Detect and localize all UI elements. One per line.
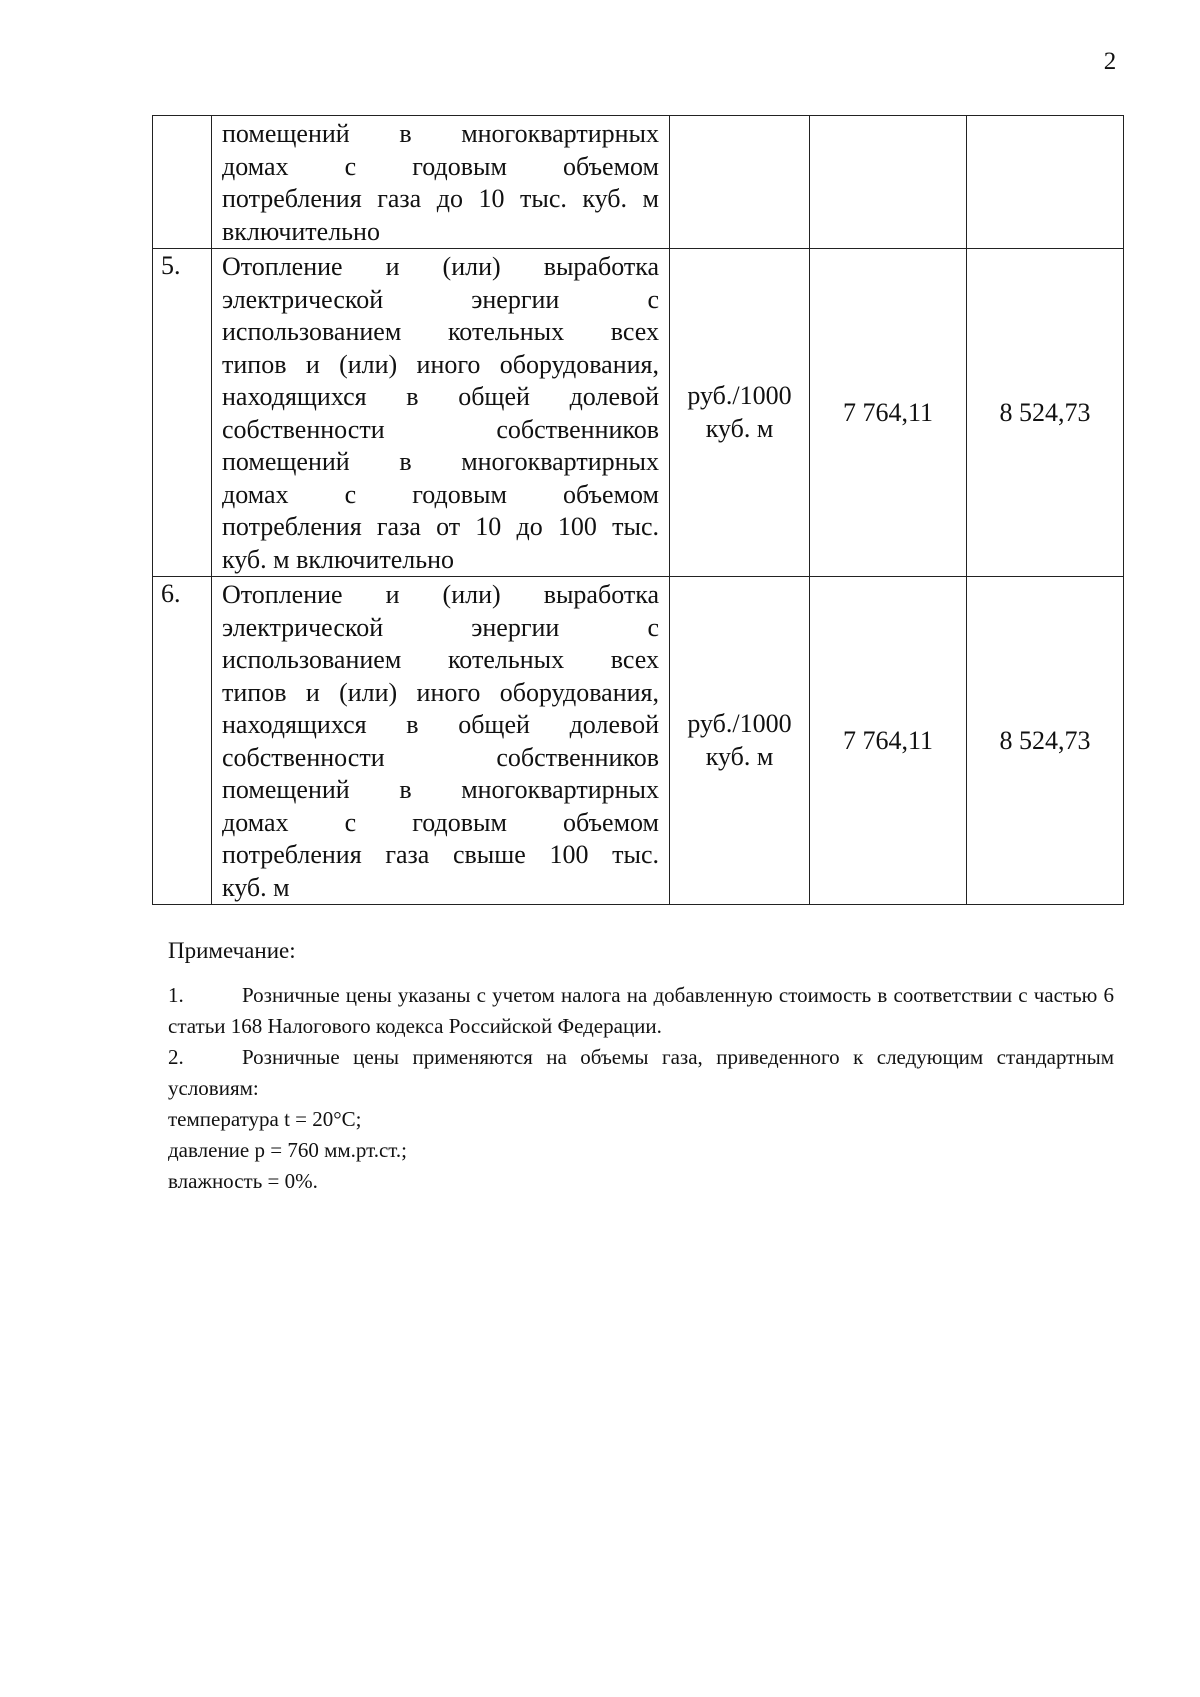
description-line: куб. м включительно xyxy=(222,544,455,574)
description-line: Отопление и (или) выработка xyxy=(222,252,659,281)
table-row xyxy=(153,249,1124,577)
description-line: потребления газа от 10 до 100 тыс. xyxy=(222,512,659,541)
description-line: электрической энергии с xyxy=(222,284,659,314)
notes-section xyxy=(168,935,1114,1197)
unit-cell xyxy=(670,577,810,905)
description-line: помещений в многоквартирных xyxy=(222,119,659,148)
price-value-2 xyxy=(967,116,1124,249)
notes-title: Примечание: xyxy=(168,938,296,963)
note-text: Розничные цены применяются на объемы газа, приведенного к следующим стандартным условиям: xyxy=(168,1045,1114,1100)
note-item xyxy=(168,1042,1114,1104)
unit-line: куб. м xyxy=(705,741,774,771)
description-line: использованием котельных всех xyxy=(222,317,659,346)
row-number: 6. xyxy=(153,577,212,905)
tariff-table xyxy=(152,115,1124,905)
description-line: помещений в многоквартирных xyxy=(222,775,659,804)
price-value-1: 7 764,11 xyxy=(810,249,967,577)
description-line: потребления газа до 10 тыс. куб. м xyxy=(222,184,659,213)
description-line: использованием котельных всех xyxy=(222,645,659,674)
description-line: типов и (или) иного оборудования, xyxy=(222,349,659,379)
price-value-2: 8 524,73 xyxy=(967,577,1124,905)
note-number: 1. xyxy=(168,983,184,1007)
price-value-2: 8 524,73 xyxy=(967,249,1124,577)
description-line: включительно xyxy=(222,216,380,246)
description-line: Отопление и (или) выработка xyxy=(222,580,659,609)
table-row xyxy=(153,577,1124,905)
description-line: находящихся в общей долевой xyxy=(222,382,659,411)
description-line: собственности собственников xyxy=(222,414,659,444)
condition-temperature: температура t = 20°С; xyxy=(168,1107,362,1131)
unit-cell xyxy=(670,249,810,577)
description-line: помещений в многоквартирных xyxy=(222,447,659,476)
description-line: типов и (или) иного оборудования, xyxy=(222,677,659,707)
price-value-1: 7 764,11 xyxy=(810,577,967,905)
note-text: Розничные цены указаны с учетом налога на добавленную стоимость в соответствии с частью 6 статьи 168 Налогового кодекса Российской Федерации. xyxy=(168,983,1114,1038)
description-line: находящихся в общей долевой xyxy=(222,710,659,739)
price-value-1 xyxy=(810,116,967,249)
condition-humidity: влажность = 0%. xyxy=(168,1169,318,1193)
condition-pressure: давление р = 760 мм.рт.ст.; xyxy=(168,1138,407,1162)
row-description xyxy=(212,577,670,905)
unit-line: руб./1000 xyxy=(687,709,792,738)
description-line: домах с годовым объемом xyxy=(222,151,659,181)
description-line: электрической энергии с xyxy=(222,612,659,642)
description-line: собственности собственников xyxy=(222,742,659,772)
description-line: потребления газа свыше 100 тыс. xyxy=(222,840,659,869)
description-line: домах с годовым объемом xyxy=(222,479,659,509)
unit-line: куб. м xyxy=(705,413,774,443)
note-item xyxy=(168,980,1114,1042)
note-number: 2. xyxy=(168,1045,184,1069)
unit-cell xyxy=(670,116,810,249)
page-number: 2 xyxy=(1103,48,1117,75)
row-number xyxy=(153,116,212,249)
row-description xyxy=(212,116,670,249)
description-line: куб. м xyxy=(222,872,290,902)
table-row xyxy=(153,116,1124,249)
row-number: 5. xyxy=(153,249,212,577)
unit-line: руб./1000 xyxy=(687,381,792,410)
description-line: домах с годовым объемом xyxy=(222,807,659,837)
row-description xyxy=(212,249,670,577)
